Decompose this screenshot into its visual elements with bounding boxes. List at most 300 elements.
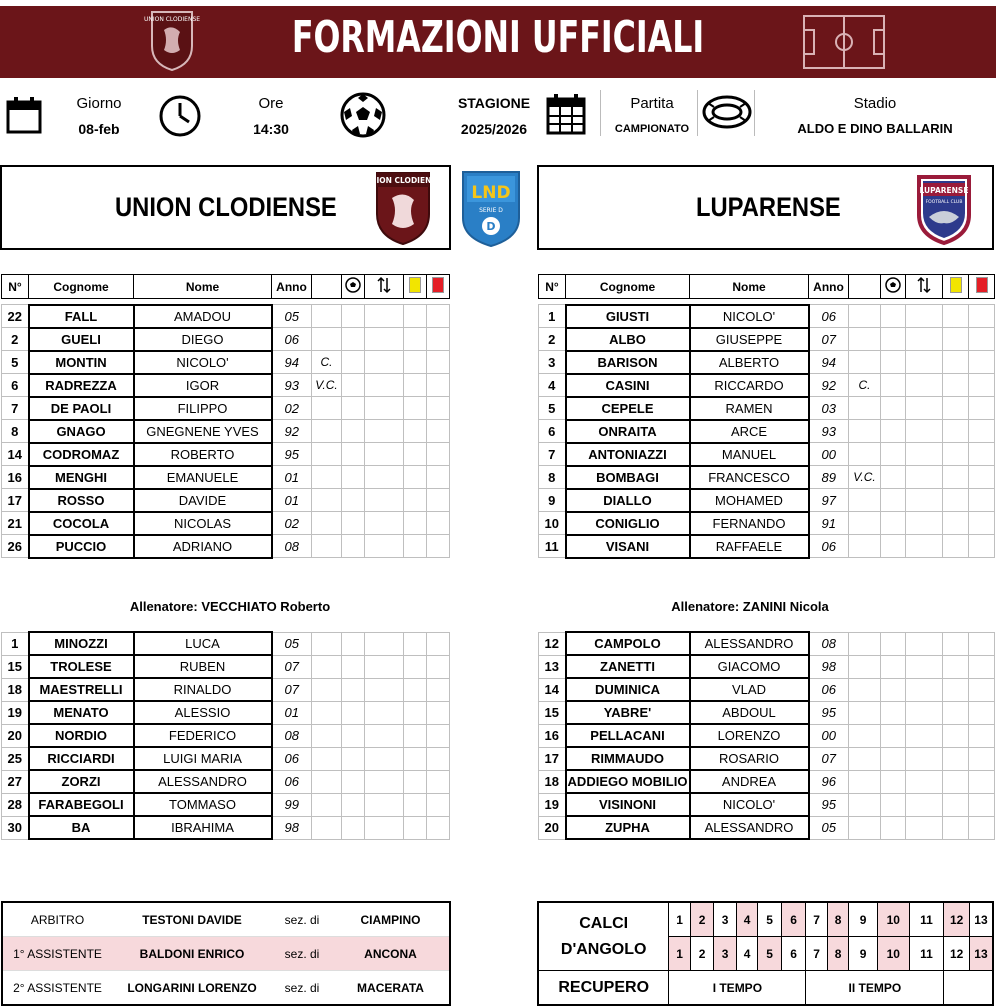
partita-value: CAMPIONATO (614, 123, 690, 135)
goal-cell (342, 747, 365, 770)
yellow-card-cell (404, 374, 427, 397)
corner-count-cell[interactable]: 6 (781, 937, 806, 971)
player-role (849, 351, 881, 374)
player-name: LUIGI MARIA (134, 747, 272, 770)
player-name: TOMMASO (134, 793, 272, 816)
home-team-box (0, 165, 451, 250)
red-card-cell (427, 328, 450, 351)
player-year: 05 (809, 816, 849, 839)
player-name: RICCARDO (690, 374, 809, 397)
yellow-card-cell (404, 420, 427, 443)
goal-cell (881, 632, 906, 655)
goal-cell (342, 489, 365, 512)
corner-count-cell[interactable]: 5 (758, 902, 782, 937)
corner-count-cell[interactable]: 9 (849, 937, 878, 971)
player-role (849, 770, 881, 793)
player-number: 2 (2, 328, 29, 351)
player-surname: ROSSO (29, 489, 134, 512)
red-card-cell (427, 466, 450, 489)
substitution-cell (365, 747, 404, 770)
yellow-card-cell (943, 305, 969, 328)
player-year: 05 (272, 632, 312, 655)
goal-cell (342, 305, 365, 328)
yellow-card-cell (943, 747, 969, 770)
player-name: FRANCESCO (690, 466, 809, 489)
yellow-card-cell (404, 305, 427, 328)
player-number: 10 (539, 512, 566, 535)
player-row (2, 793, 450, 816)
player-year: 92 (809, 374, 849, 397)
goal-cell (881, 816, 906, 839)
player-year: 01 (272, 466, 312, 489)
player-role (849, 489, 881, 512)
player-year: 07 (809, 328, 849, 351)
player-surname: DUMINICA (566, 678, 690, 701)
red-card-cell (969, 328, 995, 351)
goal-cell (342, 701, 365, 724)
player-number: 22 (2, 305, 29, 328)
goal-cell (342, 420, 365, 443)
red-card-cell (427, 701, 450, 724)
player-row (2, 420, 450, 443)
yellow-card-cell (404, 678, 427, 701)
player-role (849, 512, 881, 535)
yellow-card-cell (943, 489, 969, 512)
player-surname: ONRAITA (566, 420, 690, 443)
player-number: 7 (2, 397, 29, 420)
player-year: 95 (272, 443, 312, 466)
soccer-ball-icon (340, 92, 386, 143)
player-year: 96 (809, 770, 849, 793)
yellow-card-cell (404, 351, 427, 374)
player-role (849, 816, 881, 839)
yellow-card-cell (943, 328, 969, 351)
player-name: MOHAMED (690, 489, 809, 512)
player-row (539, 443, 995, 466)
corner-count-cell[interactable]: 13 (969, 937, 993, 971)
player-year: 01 (272, 489, 312, 512)
red-card-cell (969, 397, 995, 420)
player-surname: RICCIARDI (29, 747, 134, 770)
goal-cell (342, 443, 365, 466)
red-card-cell (969, 678, 995, 701)
player-number: 1 (2, 632, 29, 655)
red-card-cell (427, 397, 450, 420)
corner-count-cell[interactable]: 2 (690, 937, 714, 971)
player-row (2, 632, 450, 655)
player-surname: CONIGLIO (566, 512, 690, 535)
header-cognome: Cognome (29, 275, 134, 299)
player-surname: BARISON (566, 351, 690, 374)
red-card-cell (969, 724, 995, 747)
recupero-secondo-tempo: II TEMPO (806, 971, 944, 1006)
goal-cell (342, 397, 365, 420)
corner-count-cell[interactable]: 8 (827, 937, 848, 971)
player-surname: ADDIEGO MOBILIO (566, 770, 690, 793)
red-card-cell (427, 443, 450, 466)
player-surname: VISINONI (566, 793, 690, 816)
substitution-cell (906, 466, 943, 489)
player-row (539, 351, 995, 374)
player-number: 8 (539, 466, 566, 489)
official-role: 1° ASSISTENTE (2, 937, 112, 971)
yellow-card-cell (404, 397, 427, 420)
player-name: NICOLO' (690, 793, 809, 816)
player-name: ALESSANDRO (134, 770, 272, 793)
substitution-cell (906, 328, 943, 351)
player-row (2, 397, 450, 420)
player-number: 27 (2, 770, 29, 793)
player-role (312, 655, 342, 678)
player-year: 05 (272, 305, 312, 328)
substitution-cell (365, 351, 404, 374)
goal-cell (881, 793, 906, 816)
goal-cell (342, 793, 365, 816)
corner-count-cell[interactable]: 6 (781, 902, 806, 937)
header-anno: Anno (809, 275, 849, 299)
calendar-icon (6, 96, 42, 141)
player-surname: BOMBAGI (566, 466, 690, 489)
goal-cell (881, 535, 906, 558)
substitution-cell (906, 655, 943, 678)
substitution-cell (365, 466, 404, 489)
recupero-row (538, 971, 993, 1006)
player-number: 5 (539, 397, 566, 420)
player-year: 89 (809, 466, 849, 489)
player-year: 94 (809, 351, 849, 374)
player-row (539, 770, 995, 793)
player-name: GIUSEPPE (690, 328, 809, 351)
goal-cell (342, 724, 365, 747)
league-logo-text: LND (471, 183, 511, 203)
home-subs-table (1, 631, 450, 840)
table-header-row (2, 275, 450, 299)
red-card-cell (427, 420, 450, 443)
red-card-cell (427, 374, 450, 397)
player-number: 28 (2, 793, 29, 816)
substitution-cell (365, 489, 404, 512)
player-row (539, 632, 995, 655)
corner-count-cell[interactable]: 12 (944, 902, 970, 937)
red-card-cell (427, 816, 450, 839)
yellow-card-cell (943, 351, 969, 374)
yellow-card-cell (404, 489, 427, 512)
player-row (2, 701, 450, 724)
player-name: RAFFAELE (690, 535, 809, 558)
player-role (312, 793, 342, 816)
official-role: ARBITRO (2, 902, 112, 937)
page-title: FORMAZIONI UFFICIALI (291, 12, 705, 63)
goal-cell (881, 420, 906, 443)
away-club-crest (915, 173, 973, 250)
away-subs-table (538, 631, 995, 840)
player-year: 94 (272, 351, 312, 374)
goal-ball-icon (881, 275, 906, 299)
substitution-cell (365, 770, 404, 793)
player-role (849, 701, 881, 724)
corner-count-cell[interactable]: 4 (736, 902, 757, 937)
player-year: 07 (272, 678, 312, 701)
player-row (539, 397, 995, 420)
player-surname: CAMPOLO (566, 632, 690, 655)
player-row (539, 655, 995, 678)
home-logo-text: UNION CLODIENSE (143, 16, 201, 23)
player-surname: MENATO (29, 701, 134, 724)
player-role: V.C. (312, 374, 342, 397)
recupero-label: RECUPERO (538, 971, 669, 1006)
player-year: 91 (809, 512, 849, 535)
substitution-cell (365, 701, 404, 724)
player-year: 08 (272, 724, 312, 747)
substitution-cell (365, 512, 404, 535)
player-year: 00 (809, 724, 849, 747)
player-year: 06 (809, 678, 849, 701)
recupero-primo-tempo: I TEMPO (669, 971, 806, 1006)
goal-cell (881, 443, 906, 466)
player-row (539, 328, 995, 351)
player-number: 19 (2, 701, 29, 724)
player-number: 21 (2, 512, 29, 535)
corner-count-cell[interactable]: 4 (736, 937, 757, 971)
red-card-cell (969, 466, 995, 489)
corner-count-cell[interactable]: 9 (849, 902, 878, 937)
player-number: 17 (2, 489, 29, 512)
player-name: ARCE (690, 420, 809, 443)
corner-count-cell[interactable]: 13 (969, 902, 993, 937)
player-name: NICOLAS (134, 512, 272, 535)
player-number: 15 (539, 701, 566, 724)
corner-count-cell[interactable]: 10 (877, 902, 909, 937)
header-nome: Nome (690, 275, 809, 299)
yellow-card-cell (404, 443, 427, 466)
corner-count-cell[interactable]: 1 (669, 937, 690, 971)
player-number: 8 (2, 420, 29, 443)
player-surname: VISANI (566, 535, 690, 558)
league-logo-sub: SERIE D (479, 207, 503, 214)
player-surname: CASINI (566, 374, 690, 397)
player-role (312, 701, 342, 724)
yellow-card-cell (404, 328, 427, 351)
substitution-cell (365, 678, 404, 701)
corner-count-cell[interactable]: 10 (877, 937, 909, 971)
player-surname: MONTIN (29, 351, 134, 374)
player-number: 30 (2, 816, 29, 839)
official-name: TESTONI DAVIDE (112, 902, 272, 937)
player-name: ROSARIO (690, 747, 809, 770)
substitution-cell (906, 632, 943, 655)
player-number: 3 (539, 351, 566, 374)
corners-label-line2: D'ANGOLO (560, 940, 647, 958)
corner-count-cell[interactable]: 7 (806, 902, 827, 937)
player-row (2, 770, 450, 793)
corner-count-cell[interactable]: 5 (758, 937, 782, 971)
player-role: V.C. (849, 466, 881, 489)
player-year: 06 (809, 535, 849, 558)
red-card-cell (969, 632, 995, 655)
substitution-cell (906, 512, 943, 535)
player-row (539, 535, 995, 558)
player-year: 95 (809, 701, 849, 724)
substitution-arrows-icon (365, 275, 404, 299)
player-name: NICOLO' (134, 351, 272, 374)
corner-count-cell[interactable]: 1 (669, 902, 690, 937)
substitution-cell (365, 632, 404, 655)
corners-row-home (538, 902, 993, 937)
substitution-cell (365, 793, 404, 816)
player-surname: ANTONIAZZI (566, 443, 690, 466)
home-starters-table (1, 274, 450, 559)
player-name: MANUEL (690, 443, 809, 466)
player-surname: BA (29, 816, 134, 839)
player-surname: ZANETTI (566, 655, 690, 678)
substitution-cell (906, 397, 943, 420)
player-role (312, 535, 342, 558)
player-role (312, 770, 342, 793)
player-year: 08 (272, 535, 312, 558)
player-role: C. (312, 351, 342, 374)
player-name: ALBERTO (690, 351, 809, 374)
official-sez: sez. di (272, 971, 332, 1006)
red-card-cell (969, 701, 995, 724)
player-role (849, 397, 881, 420)
substitution-cell (365, 655, 404, 678)
corners-label (538, 902, 669, 971)
player-role (849, 420, 881, 443)
player-year: 93 (809, 420, 849, 443)
player-surname: FALL (29, 305, 134, 328)
player-row (539, 816, 995, 839)
corner-count-cell[interactable]: 3 (714, 937, 736, 971)
yellow-card-cell (943, 443, 969, 466)
corner-count-cell[interactable]: 11 (909, 902, 944, 937)
red-card-cell (427, 747, 450, 770)
red-card-cell (969, 351, 995, 374)
substitution-cell (906, 816, 943, 839)
player-number: 20 (2, 724, 29, 747)
player-number: 14 (2, 443, 29, 466)
separator (600, 90, 601, 136)
player-role (312, 328, 342, 351)
player-name: ANDREA (690, 770, 809, 793)
player-row (539, 724, 995, 747)
player-number: 12 (539, 632, 566, 655)
player-role (312, 724, 342, 747)
header-banner (0, 6, 996, 78)
player-year: 06 (272, 747, 312, 770)
player-surname: TROLESE (29, 655, 134, 678)
header-cognome: Cognome (566, 275, 690, 299)
yellow-card-cell (943, 512, 969, 535)
red-card-cell (427, 512, 450, 535)
player-surname: GIUSTI (566, 305, 690, 328)
away-coach: Allenatore: ZANINI Nicola (671, 599, 829, 614)
player-year: 08 (809, 632, 849, 655)
goal-cell (881, 489, 906, 512)
player-role (312, 443, 342, 466)
corner-count-cell[interactable]: 12 (944, 937, 970, 971)
yellow-card-cell (404, 701, 427, 724)
player-number: 18 (2, 678, 29, 701)
away-starters-table (538, 274, 995, 559)
goal-cell (342, 816, 365, 839)
player-number: 20 (539, 816, 566, 839)
red-card-cell (427, 489, 450, 512)
player-surname: GUELI (29, 328, 134, 351)
player-name: RAMEN (690, 397, 809, 420)
corner-count-cell[interactable]: 7 (806, 937, 827, 971)
red-card-cell (969, 793, 995, 816)
yellow-card-cell (943, 374, 969, 397)
player-role (849, 724, 881, 747)
stagione-value: 2025/2026 (460, 121, 528, 137)
player-row (2, 374, 450, 397)
player-name: EMANUELE (134, 466, 272, 489)
yellow-card-cell (943, 793, 969, 816)
official-name: LONGARINI LORENZO (112, 971, 272, 1006)
home-coach: Allenatore: VECCHIATO Roberto (129, 599, 331, 614)
player-role (312, 489, 342, 512)
league-logo (459, 168, 523, 253)
yellow-card-cell (943, 724, 969, 747)
red-card-cell (969, 512, 995, 535)
player-year: 98 (272, 816, 312, 839)
player-year: 99 (272, 793, 312, 816)
goal-cell (881, 770, 906, 793)
player-row (2, 305, 450, 328)
header-anno: Anno (272, 275, 312, 299)
player-year: 93 (272, 374, 312, 397)
header-nome: Nome (134, 275, 272, 299)
player-surname: MAESTRELLI (29, 678, 134, 701)
red-card-cell (969, 443, 995, 466)
player-name: LORENZO (690, 724, 809, 747)
substitution-cell (365, 535, 404, 558)
goal-cell (881, 328, 906, 351)
player-row (539, 466, 995, 489)
player-row (539, 512, 995, 535)
corner-count-cell[interactable]: 2 (690, 902, 714, 937)
yellow-card-cell (404, 724, 427, 747)
yellow-card-cell (404, 793, 427, 816)
goal-cell (881, 747, 906, 770)
player-number: 7 (539, 443, 566, 466)
player-name: VLAD (690, 678, 809, 701)
corner-count-cell[interactable]: 3 (714, 902, 736, 937)
player-name: IGOR (134, 374, 272, 397)
calendar-grid-icon (546, 93, 586, 140)
player-surname: PELLACANI (566, 724, 690, 747)
yellow-card-cell (404, 770, 427, 793)
player-name: FEDERICO (134, 724, 272, 747)
red-card-cell (969, 816, 995, 839)
corner-count-cell[interactable]: 8 (827, 902, 848, 937)
player-role (849, 328, 881, 351)
player-row (539, 305, 995, 328)
yellow-card-cell (943, 770, 969, 793)
yellow-card-cell (404, 466, 427, 489)
substitution-cell (365, 443, 404, 466)
player-surname: DIALLO (566, 489, 690, 512)
goal-cell (881, 678, 906, 701)
corner-count-cell[interactable]: 11 (909, 937, 944, 971)
red-card-cell (969, 420, 995, 443)
ore-value: 14:30 (253, 121, 289, 137)
red-card-cell (969, 305, 995, 328)
player-year: 07 (272, 655, 312, 678)
substitution-cell (906, 374, 943, 397)
player-name: ABDOUL (690, 701, 809, 724)
player-row (2, 466, 450, 489)
